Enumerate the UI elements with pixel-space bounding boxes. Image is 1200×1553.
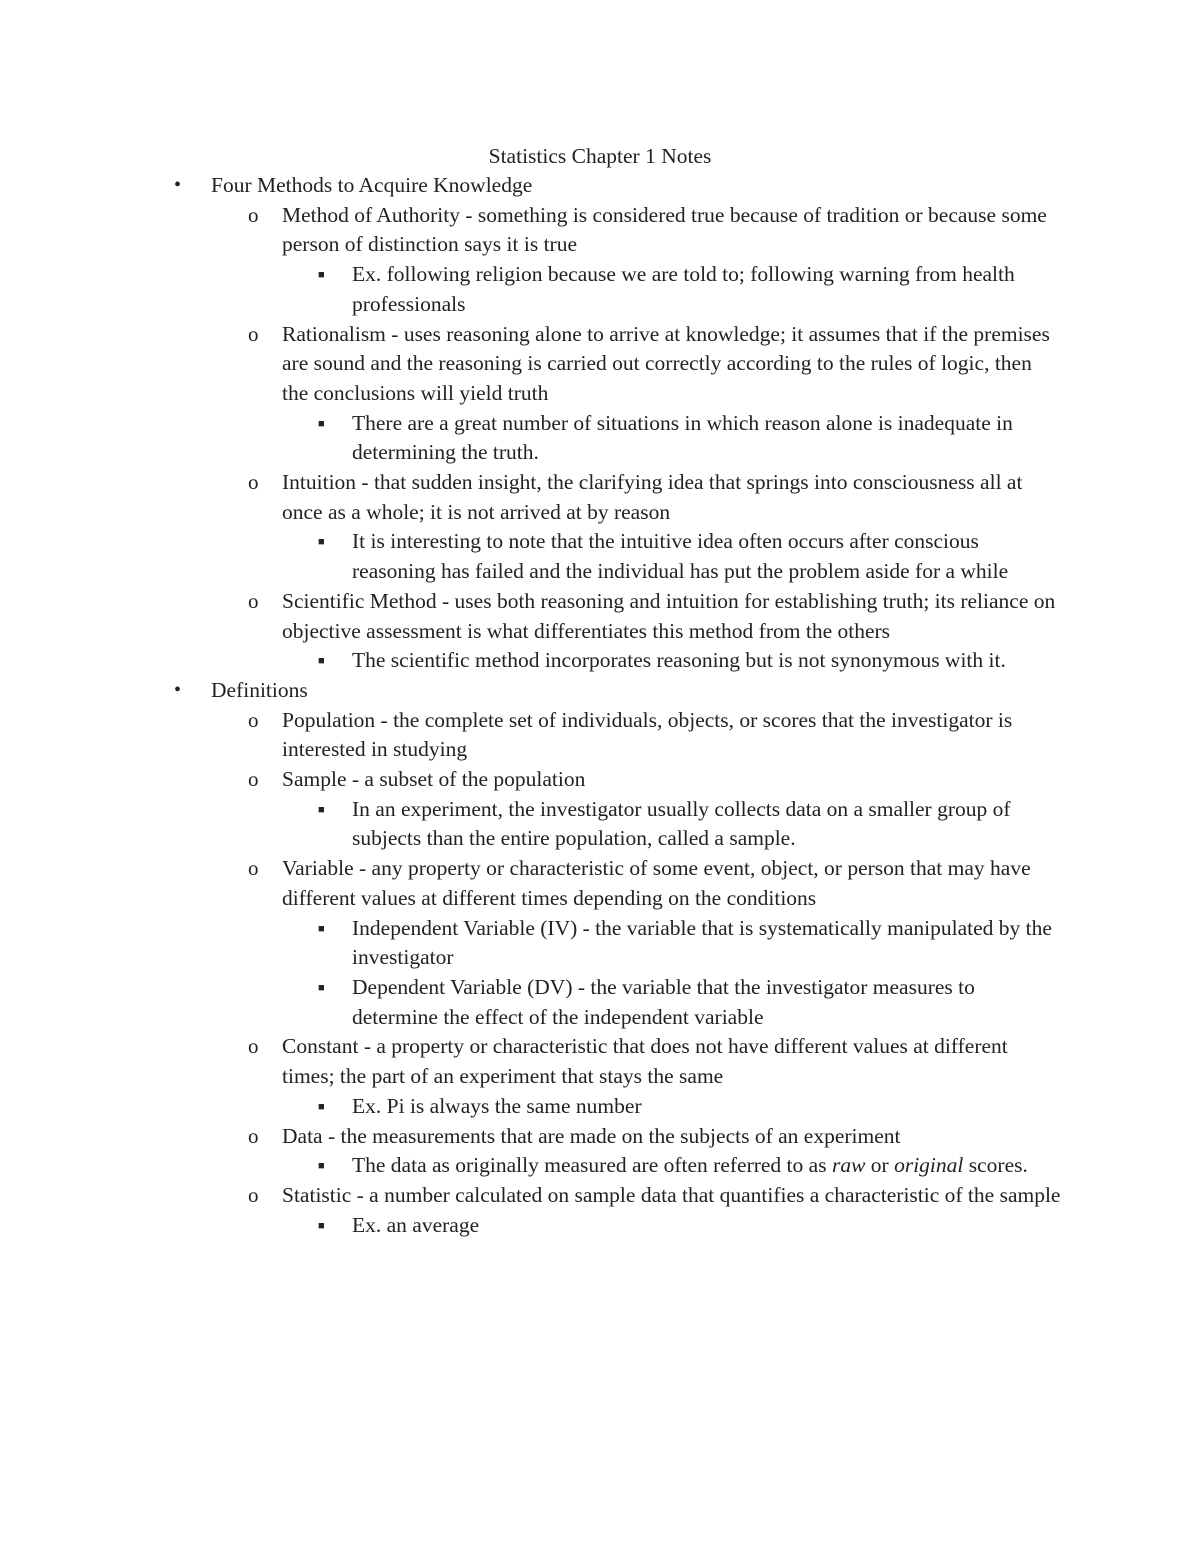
bullet-icon: o [248,856,259,881]
subitem-text: There are a great number of situations in which reason alone is inadequate in determining the truth. [352,410,1013,465]
bullet-icon: o [248,202,259,227]
subitem-text: Ex. an average [352,1212,480,1237]
bullet-icon: o [248,1123,259,1148]
list-item [0,1032,1062,1091]
section-heading: Four Methods to Acquire Knowledge [211,173,533,197]
list-item [0,795,1064,854]
list-item [0,527,1064,586]
list-item [0,587,1062,646]
subitem-text [352,1153,1028,1177]
bullet-icon: o [248,707,259,732]
item-text: Constant - a property or characteristic that does not have different values at different times; the part of an experiment that stays the same [282,1034,1008,1089]
list-item [0,1122,1062,1152]
bullet-icon: ■ [318,417,325,430]
bullet-icon: o [248,767,259,792]
list-item [0,706,1062,765]
bullet-icon: • [174,678,182,701]
bullet-icon: • [174,174,182,196]
notes-list [0,171,1200,1240]
bullet-icon: o [248,1182,259,1207]
bullet-icon: ■ [318,536,325,549]
bullet-icon: o [248,470,259,495]
subitem-text: Ex. following religion because we are told to; following warning from health professionals [352,262,1015,316]
list-item [0,765,1062,795]
section-heading: Definitions [211,677,308,702]
emphasis-original: original [894,1153,964,1178]
item-text: Population - the complete set of individuals, objects, or scores that the investigator is interested in studying [282,707,1013,762]
subitem-text-part: or [865,1153,895,1178]
item-text: Statistic - a number calculated on sample data that quantifies a characteristic of the sample [282,1182,1061,1207]
list-item [0,468,1062,527]
list-item [0,171,1061,201]
list-item [0,1211,1064,1241]
bullet-icon: ■ [318,1219,325,1232]
emphasis-raw: raw [831,1153,866,1178]
bullet-icon: o [248,1034,259,1059]
list-item [0,320,1062,409]
subitem-text: The scientific method incorporates reasoning but is not synonymous with it. [352,648,1006,673]
item-text: Scientific Method - uses both reasoning and intuition for establishing truth; its reliance on objective assessment is what differentiates this method from the others [282,588,1056,643]
subitem-text-part: scores. [963,1153,1028,1178]
list-item [0,854,1062,913]
bullet-icon: ■ [318,981,325,994]
bullet-icon: o [248,321,259,346]
subitem-text: Ex. Pi is always the same number [352,1093,642,1118]
list-item [0,409,1064,468]
bullet-icon: ■ [318,803,325,816]
list-item [0,201,1062,260]
bullet-icon: ■ [318,1160,325,1173]
item-text: Variable - any property or characteristic of some event, object, or person that may have different values at different times depending on the conditions [282,856,1031,910]
list-item [0,646,1064,676]
subitem-text: Dependent Variable (DV) - the variable that the investigator measures to determine the effect of the independent variable [352,974,975,1029]
list-item [0,1092,1064,1122]
item-text: Sample - a subset of the population [282,767,586,792]
item-text: Method of Authority - something is considered true because of tradition or because some person of distinction says it is true [282,202,1047,257]
subitem-text-part: The data as originally measured are often referred to as [352,1153,832,1178]
bullet-icon: o [248,588,259,613]
item-text: Intuition - that sudden insight, the clarifying idea that springs into consciousness all at once as a whole; it is not arrived at by reason [282,470,1023,524]
bullet-icon: ■ [318,1100,325,1113]
subitem-text: In an experiment, the investigator usually collects data on a smaller group of subjects than the entire population, called a sample. [352,796,1011,851]
subitem-text: It is interesting to note that the intuitive idea often occurs after conscious reasoning has failed and the individual has put the problem aside for a while [352,529,1009,584]
item-text: Data - the measurements that are made on the subjects of an experiment [282,1123,901,1148]
list-item [0,973,1064,1032]
list-item [0,260,1064,319]
list-item [0,676,1061,706]
list-item [0,1151,1064,1181]
list-item [0,1181,1062,1211]
bullet-icon: ■ [318,922,325,935]
item-text: Rationalism - uses reasoning alone to arrive at knowledge; it assumes that if the premises are sound and the reasoning is carried out correctly according to the rules of logic, then the conclusions will yield truth [282,321,1050,405]
bullet-icon: ■ [318,655,325,668]
list-item [0,914,1064,973]
page-title: Statistics Chapter 1 Notes [488,144,712,168]
bullet-icon: ■ [318,269,325,282]
subitem-text: Independent Variable (IV) - the variable that is systematically manipulated by the investigator [352,915,1052,970]
